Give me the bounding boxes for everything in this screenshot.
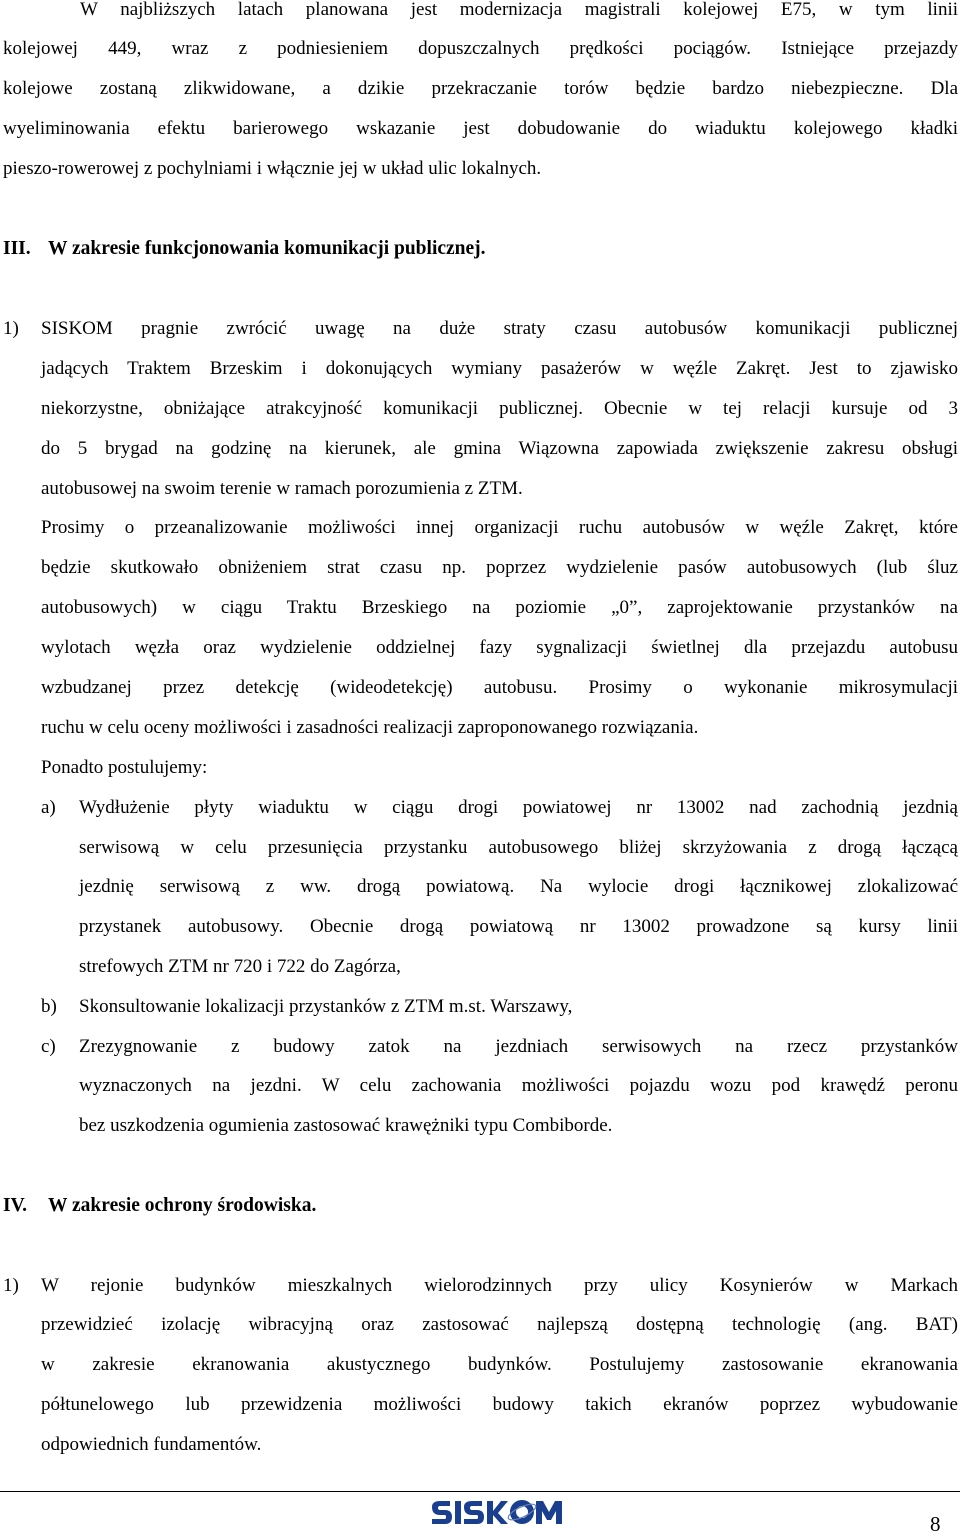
intro-line: pieszo-rowerowej z pochylniami i włącznie jej w układ ulic lokalnych. bbox=[3, 158, 542, 179]
sub-item-line: przystanek autobusowy. Obecnie drogą powiatową nr 13002 prowadzone są kursy linii bbox=[79, 916, 958, 937]
sub-item-line: bez uszkodzenia ogumienia zastosować krawężniki typu Combiborde. bbox=[79, 1115, 613, 1136]
paragraph-line: do 5 brygad na godzinę na kierunek, ale gmina Wiązowna zapowiada zwiększenie zakresu obsługi bbox=[41, 438, 958, 459]
siskom-logo bbox=[430, 1497, 570, 1529]
page-number: 8 bbox=[930, 1512, 941, 1536]
paragraph-line: odpowiednich fundamentów. bbox=[41, 1434, 262, 1455]
section-4-item-1-marker: 1) bbox=[3, 1275, 19, 1296]
sub-item-a-marker: a) bbox=[41, 797, 56, 818]
section-3-number: III. bbox=[3, 238, 31, 259]
paragraph-line: Ponadto postulujemy: bbox=[41, 757, 208, 778]
section-3-item-1-marker: 1) bbox=[3, 318, 19, 339]
footer-divider bbox=[0, 1491, 960, 1492]
paragraph-line: autobusowej na swoim terenie w ramach porozumienia z ZTM. bbox=[41, 478, 523, 499]
section-3-title: W zakresie funkcjonowania komunikacji publicznej. bbox=[48, 238, 486, 259]
paragraph-line: SISKOM pragnie zwrócić uwagę na duże straty czasu autobusów komunikacji publicznej bbox=[41, 318, 958, 339]
sub-item-b-marker: b) bbox=[41, 996, 57, 1017]
paragraph-line: półtunelowego lub przewidzenia możliwości budowy takich ekranów poprzez wybudowanie bbox=[41, 1394, 958, 1415]
sub-item-line: strefowych ZTM nr 720 i 722 do Zagórza, bbox=[79, 956, 401, 977]
paragraph-line: będzie skutkowało obniżeniem strat czasu np. poprzez wydzielenie pasów autobusowych (lub śluz bbox=[41, 557, 958, 578]
sub-item-line: wyznaczonych na jezdni. W celu zachowania możliwości pojazdu wozu pod krawędź peronu bbox=[79, 1075, 958, 1096]
intro-line: kolejowe zostaną zlikwidowane, a dzikie przekraczanie torów będzie bardzo niebezpieczne. Dla bbox=[3, 78, 958, 99]
paragraph-line: Prosimy o przeanalizowanie możliwości innej organizacji ruchu autobusów w węźle Zakręt, które bbox=[41, 517, 958, 538]
sub-item-line: Skonsultowanie lokalizacji przystanków z ZTM m.st. Warszawy, bbox=[79, 996, 573, 1017]
paragraph-line: ruchu w celu oceny możliwości i zasadności realizacji zaproponowanego rozwiązania. bbox=[41, 717, 699, 738]
paragraph-line: niekorzystne, obniżające atrakcyjność komunikacji publicznej. Obecnie w tej relacji kursuje od 3 bbox=[41, 398, 958, 419]
paragraph-line: wzbudzanej przez detekcję (wideodetekcję) autobusu. Prosimy o wykonanie mikrosymulacji bbox=[41, 677, 958, 698]
intro-line: wyeliminowania efektu barierowego wskazanie jest dobudowanie do wiaduktu kolejowego kładki bbox=[3, 118, 958, 139]
sub-item-line: Zrezygnowanie z budowy zatok na jezdniach serwisowych na rzecz przystanków bbox=[79, 1036, 958, 1057]
sub-item-line: Wydłużenie płyty wiaduktu w ciągu drogi powiatowej nr 13002 nad zachodnią jezdnią bbox=[79, 797, 958, 818]
intro-line: kolejowej 449, wraz z podniesieniem dopuszczalnych prędkości pociągów. Istniejące przejazdy bbox=[3, 38, 958, 59]
section-4-title: W zakresie ochrony środowiska. bbox=[48, 1195, 317, 1216]
paragraph-line: W rejonie budynków mieszkalnych wielorodzinnych przy ulicy Kosynierów w Markach bbox=[41, 1275, 958, 1296]
paragraph-line: autobusowych) w ciągu Traktu Brzeskiego na poziomie „0”, zaprojektowanie przystanków na bbox=[41, 597, 958, 618]
section-4-number: IV. bbox=[3, 1195, 28, 1216]
paragraph-line: wylotach węzła oraz wydzielenie oddzielnej fazy sygnalizacji świetlnej dla przejazdu autobusu bbox=[41, 637, 958, 658]
paragraph-line: jadących Traktem Brzeskim i dokonujących wymiany pasażerów w węźle Zakręt. Jest to zjawisko bbox=[41, 358, 958, 379]
sub-item-line: serwisową w celu przesunięcia przystanku autobusowego bliżej skrzyżowania z drogą łączącą bbox=[79, 837, 958, 858]
paragraph-line: przewidzieć izolację wibracyjną oraz zastosować najlepszą dostępną technologię (ang. BAT) bbox=[41, 1314, 958, 1335]
intro-line: W najbliższych latach planowana jest modernizacja magistrali kolejowej E75, w tym linii bbox=[80, 0, 958, 20]
sub-item-line: jezdnię serwisową z ww. drogą powiatową. Na wylocie drogi łącznikowej zlokalizować bbox=[79, 876, 958, 897]
sub-item-c-marker: c) bbox=[41, 1036, 56, 1057]
paragraph-line: w zakresie ekranowania akustycznego budynków. Postulujemy zastosowanie ekranowania bbox=[41, 1354, 958, 1375]
